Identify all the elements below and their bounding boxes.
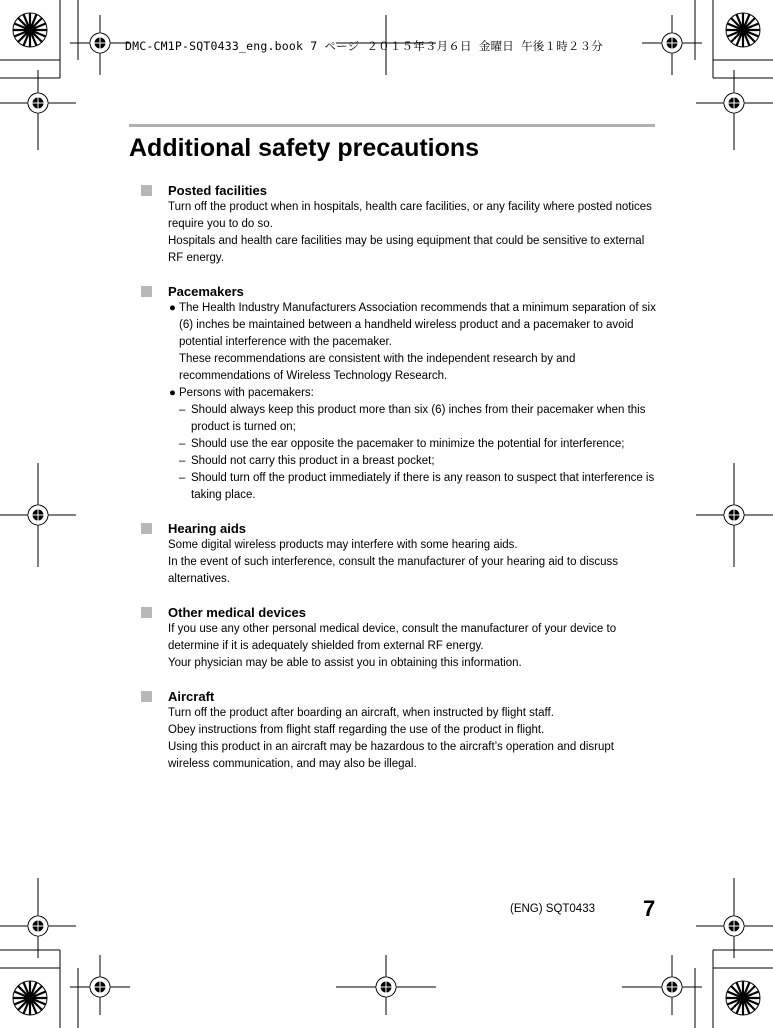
section-aircraft (129, 688, 656, 773)
bullet-note: These recommendations are consistent with the independent research by and recommendations of Wireless Technology Research. (179, 353, 576, 382)
section-other-medical-devices (129, 604, 656, 672)
bullet-item (168, 385, 656, 402)
crosshair-mark-4 (696, 70, 773, 150)
dash-symbol: – (179, 455, 186, 467)
dash-text: Should use the ear opposite the pacemaker to minimize the potential for interference; (191, 438, 625, 450)
section-heading: Other medical devices (168, 605, 307, 620)
paragraph: Using this product in an aircraft may be hazardous to the aircraft’s operation and disrupt wireless communication, and may also be illegal. (168, 741, 614, 770)
crosshair-mark-9 (336, 955, 436, 1015)
section-posted-facilities (129, 182, 656, 267)
section-square-icon (141, 185, 152, 196)
bullet-text: Persons with pacemakers: (179, 387, 314, 399)
paragraph: Turn off the product after boarding an aircraft, when instructed by flight staff. (168, 707, 554, 719)
crosshair-mark-5 (0, 463, 76, 567)
dash-text: Should turn off the product immediately if there is any reason to suspect that interference is taking place. (191, 472, 655, 501)
dash-symbol: – (179, 404, 186, 416)
page-content (129, 182, 656, 789)
crosshair-mark-6 (696, 463, 773, 567)
dash-text: Should always keep this product more than six (6) inches from their pacemaker when this product is turned on; (191, 404, 646, 433)
crosshair-mark-7 (0, 878, 76, 958)
paragraph: Some digital wireless products may interfere with some hearing aids. (168, 539, 518, 551)
document-code: (ENG) SQT0433 (510, 903, 595, 915)
paragraph: If you use any other personal medical device, consult the manufacturer of your device to determine if it is adequately shielded from external RF energy. (168, 623, 617, 652)
bullet-text: The Health Industry Manufacturers Association recommends that a minimum separation of six (6) inches be maintained between a handheld wireless product and a pacemaker to avoid potential interference with the pacemaker. (179, 302, 656, 348)
section-heading: Hearing aids (168, 521, 247, 536)
section-square-icon (141, 286, 152, 297)
section-pacemakers (129, 283, 656, 504)
bullet-item (168, 300, 656, 385)
section-heading: Pacemakers (168, 284, 244, 299)
dash-symbol: – (179, 438, 186, 450)
title-rule (129, 124, 655, 127)
bullet-dot-icon: ● (169, 302, 176, 314)
dash-text: Should not carry this product in a breast pocket; (191, 455, 435, 467)
book-file-header: DMC-CM1P-SQT0433_eng.book 7 ページ ２０１５年３月６日 金曜日 午後１時２３分 (125, 39, 603, 53)
section-square-icon (141, 607, 152, 618)
section-square-icon (141, 523, 152, 534)
crosshair-mark-11 (696, 878, 773, 958)
section-heading: Aircraft (168, 689, 215, 704)
dash-item (168, 436, 656, 453)
crosshair-mark-10 (622, 955, 702, 1015)
starburst-mark-tl (13, 13, 47, 47)
paragraph: In the event of such interference, consult the manufacturer of your hearing aid to discuss alternatives. (168, 556, 619, 585)
dash-item (168, 402, 656, 436)
crosshair-mark-2 (0, 70, 76, 150)
dash-item (168, 470, 656, 504)
section-hearing-aids (129, 520, 656, 588)
paragraph: Turn off the product when in hospitals, health care facilities, or any facility where posted notices require you to do so. (168, 201, 652, 230)
dash-item (168, 453, 656, 470)
bullet-dot-icon: ● (169, 387, 176, 399)
starburst-mark-br (726, 981, 760, 1015)
dash-symbol: – (179, 472, 186, 484)
crosshair-mark-1 (70, 15, 130, 75)
paragraph: Hospitals and health care facilities may be using equipment that could be sensitive to external RF energy. (168, 235, 645, 264)
paragraph: Your physician may be able to assist you in obtaining this information. (168, 657, 522, 669)
starburst-mark-bl (13, 981, 47, 1015)
starburst-mark-tr (726, 13, 760, 47)
section-heading: Posted facilities (168, 183, 267, 198)
crosshair-mark-8 (70, 955, 130, 1015)
page-title: Additional safety precautions (129, 134, 480, 162)
page-number: 7 (643, 896, 656, 921)
paragraph: Obey instructions from flight staff regarding the use of the product in flight. (168, 724, 545, 736)
crosshair-mark-3 (642, 15, 702, 75)
section-square-icon (141, 691, 152, 702)
